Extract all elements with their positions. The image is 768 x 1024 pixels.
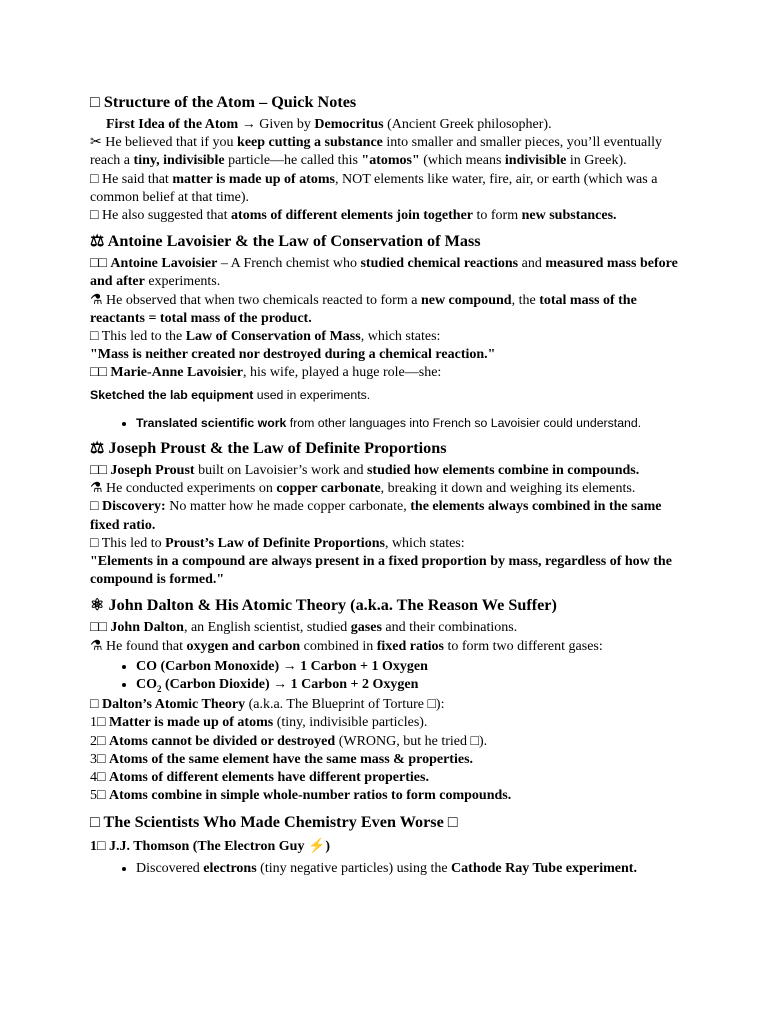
text: , his wife, played a huge role—she: [243,365,442,381]
text: , the [511,292,540,308]
bold-text: CO [136,677,157,693]
numbered-item [90,714,678,732]
bold-text: oxygen and carbon [186,638,301,654]
text: □□ [90,256,111,272]
heading-proust: ⚖ Joseph Proust & the Law of Definite Proportions [90,439,447,458]
bullet-list [90,414,678,432]
numbered-item [90,733,678,751]
bold-text: total mass of the reactants = total mass of the product. [90,292,637,326]
bold-text: atoms of different elements join together [231,208,473,224]
text: used in experiments. [253,387,371,402]
bold-text: Cathode Ray Tube experiment. [451,860,637,876]
bold-text: matter is made up of atoms [172,171,335,187]
text: , NOT elements like water, fire, air, or earth (which was a common belief at that time). [90,171,658,205]
text: □ He said that [90,171,173,187]
text: → Given by [238,117,315,132]
text: experiments. [144,274,221,290]
text: ⚗ He conducted experiments on [90,481,277,497]
text: (tiny, indivisible particles). [273,715,428,731]
text: , which states: [360,329,441,345]
text: 3□ [90,751,109,767]
bold-text: "atomos" [361,153,420,169]
bold-text: gases [350,620,382,636]
bold-text: Joseph Proust [110,463,195,479]
quote-law: "Mass is neither created nor destroyed during a chemical reaction." [90,347,496,363]
bold-text: Matter is made up of atoms [108,715,274,731]
paragraph [90,328,678,346]
paragraph [90,696,678,714]
paragraph [90,480,678,498]
text: in Greek). [566,153,627,169]
paragraph [90,619,678,637]
heading-lavoisier: ⚖ Antoine Lavoisier & the Law of Conservation of Mass [90,232,481,251]
paragraph [90,553,678,589]
bold-text: Atoms cannot be divided or destroyed [108,733,336,749]
heading-dalton: ⚛ John Dalton & His Atomic Theory (a.k.a. The Reason We Suffer) [90,596,557,615]
paragraph [90,116,678,134]
text: to form [473,208,522,224]
subscript: 2 [157,683,162,694]
list-item [136,860,678,878]
text: 1□ [90,715,109,731]
bold-text: measured mass before and after [90,256,678,290]
paragraph [90,255,678,291]
bold-text: CO (Carbon Monoxide) → 1 Carbon + 1 Oxygen [136,658,428,674]
bold-text: studied chemical reactions [360,256,519,272]
bold-text: Atoms combine in simple whole-number ratios to form compounds. [108,788,512,804]
text: □□ [90,365,111,381]
heading-structure-of-atom: □ Structure of the Atom – Quick Notes [90,93,357,111]
bold-text: Antoine Lavoisier [110,256,218,272]
paragraph [90,386,678,404]
paragraph [90,498,678,534]
bold-text: copper carbonate [276,481,381,497]
text: □ He also suggested that [90,208,232,224]
numbered-item [90,769,678,787]
text: and their combinations. [381,620,518,636]
text: , breaking it down and weighing its elements. [380,481,636,497]
text: particle—he called this [224,153,362,169]
paragraph [90,535,678,553]
subheading-thomson: 1□ J.J. Thomson (The Electron Guy ⚡) [90,838,331,854]
paragraph [90,292,678,328]
heading-scientists: □ The Scientists Who Made Chemistry Even Worse □ [90,812,458,831]
bold-text: Atoms of the same element have the same mass & properties. [108,751,474,767]
bold-text: the elements always combined in the same fixed ratio. [90,499,662,533]
bold-text: electrons [203,860,257,876]
bold-text: Atoms of different elements have different properties. [108,770,429,786]
text: built on Lavoisier’s work and [194,463,367,479]
paragraph [90,638,678,656]
text: combined in [300,638,377,654]
bold-text: Dalton’s Atomic Theory [101,697,246,713]
text: , an English scientist, studied [183,620,351,636]
numbered-item [90,787,678,805]
bold-text: First Idea of the Atom [106,117,239,132]
paragraph [90,364,678,382]
text: No matter how he made copper carbonate, [165,499,411,515]
text: 5□ [90,788,109,804]
bold-text: Marie-Anne Lavoisier [110,365,244,381]
text: (tiny negative particles) using the [256,860,452,876]
text: (Ancient Greek philosopher). [383,117,552,132]
bold-text: Discovery: [101,499,166,515]
bold-text: Democritus [314,117,384,132]
bold-text: indivisible [504,153,567,169]
bold-text: new substances. [521,208,617,224]
text: □ This led to [90,535,166,551]
bold-text: keep cutting a substance [237,135,383,151]
text: □□ [90,463,111,479]
list-item [136,658,678,676]
paragraph [90,207,678,225]
bold-text: studied how elements combine in compounds. [366,463,640,479]
bold-text: Sketched the lab equipment [90,387,254,402]
text: 2□ [90,733,109,749]
list-item [136,414,678,432]
text: – A French chemist who [217,256,361,272]
text: to form two different gases: [443,638,603,654]
text: ✂ He believed that if you [90,135,238,151]
bold-text: fixed ratios [376,638,444,654]
text: (WRONG, but he tried □). [335,733,488,749]
text: 4□ [90,770,109,786]
text: from other languages into French so Lavoisier could understand. [286,415,642,430]
bold-text: Proust’s Law of Definite Proportions [165,535,385,551]
text: into smaller and smaller pieces, you’ll eventually reach a [90,135,663,169]
text: ⚗ He observed that when two chemicals reacted to form a [90,292,421,308]
text: ⚗ He found that [90,638,187,654]
numbered-item [90,751,678,769]
quote-law: "Elements in a compound are always present in a fixed proportion by mass, regardless of how the compound is formed." [90,554,672,588]
text: □ [90,697,102,713]
list-item [136,676,678,694]
text: , which states: [384,535,465,551]
bold-text: new compound [420,292,512,308]
bullet-list [90,860,678,878]
text: Discovered [136,860,204,876]
paragraph [90,134,678,170]
text: and [518,256,546,272]
text: □ [90,499,102,515]
bold-text: John Dalton [110,620,184,636]
text: □□ [90,620,111,636]
paragraph [90,346,678,364]
text: (a.k.a. The Blueprint of Torture □): [245,697,445,713]
paragraph [90,171,678,207]
bold-text: (Carbon Dioxide) → 1 Carbon + 2 Oxygen [161,677,419,693]
text: □ This led to the [90,329,186,345]
paragraph [90,462,678,480]
bold-text: Law of Conservation of Mass [185,329,361,345]
bold-text: tiny, indivisible [133,153,225,169]
bold-text: Translated scientific work [136,415,287,430]
text: (which means [419,153,505,169]
bullet-list [90,658,678,694]
